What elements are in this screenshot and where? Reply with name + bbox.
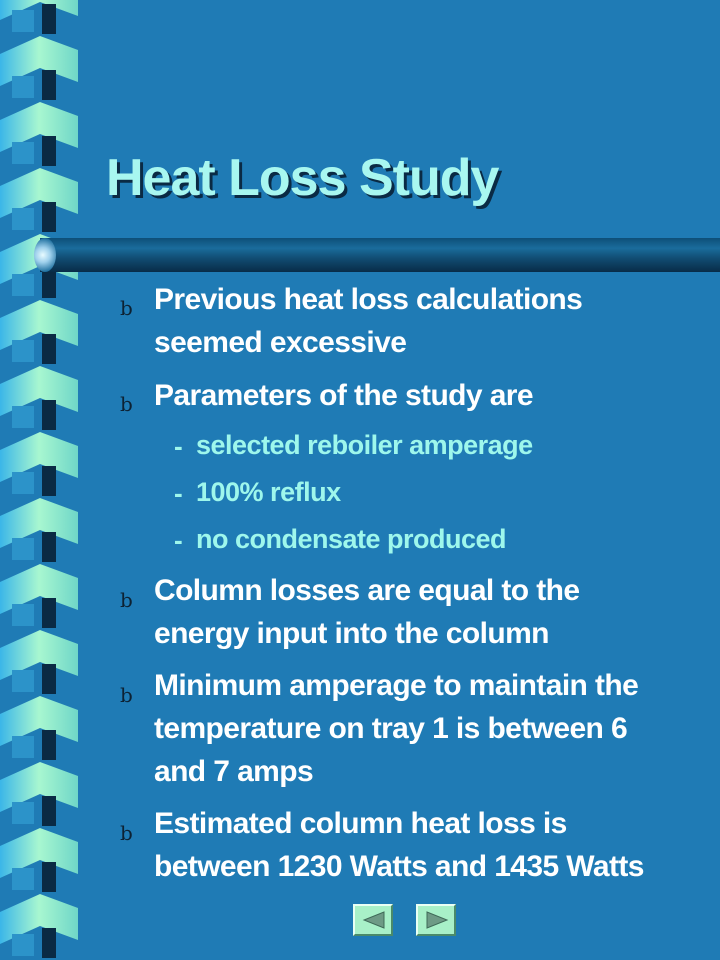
decorative-ribbon [0,0,80,960]
bullet-line: between 1230 Watts and 1435 Watts [154,850,644,883]
bullet-icon: b [120,683,133,707]
bullet-line: Minimum amperage to maintain the [154,669,639,702]
triangle-left-icon [362,911,386,929]
bullet-4 [154,664,694,793]
bullet-line: Column losses are equal to the [154,574,580,607]
bullet-icon: b [120,588,133,612]
bullet-line: temperature on tray 1 is between 6 [154,712,628,745]
bullet-line: and 7 amps [154,755,314,788]
bullet-icon: b [120,296,133,320]
bullet-line: energy input into the column [154,617,549,650]
bullet-icon: b [120,821,133,845]
bullet-line: Parameters of the study are [154,379,533,412]
sub-dash: - [174,525,183,555]
bullet-2 [154,374,694,417]
divider-highlight [34,238,56,272]
bullet-5 [154,802,694,888]
slide-title: Heat Loss Study [106,149,499,207]
sub-item-3: no condensate produced [196,524,507,554]
previous-slide-button[interactable] [353,904,393,936]
sub-item-1: selected reboiler amperage [196,430,533,460]
title-divider [40,238,720,272]
bullet-line: seemed excessive [154,326,407,359]
sub-item-2: 100% reflux [196,477,341,507]
bullet-3 [154,569,694,655]
bullet-icon: b [120,392,133,416]
bullet-1 [154,278,694,364]
sub-dash: - [174,431,183,461]
bullet-line: Previous heat loss calculations [154,283,583,316]
sub-dash: - [174,478,183,508]
next-slide-button[interactable] [416,904,456,936]
bullet-line: Estimated column heat loss is [154,807,567,840]
triangle-right-icon [425,911,449,929]
